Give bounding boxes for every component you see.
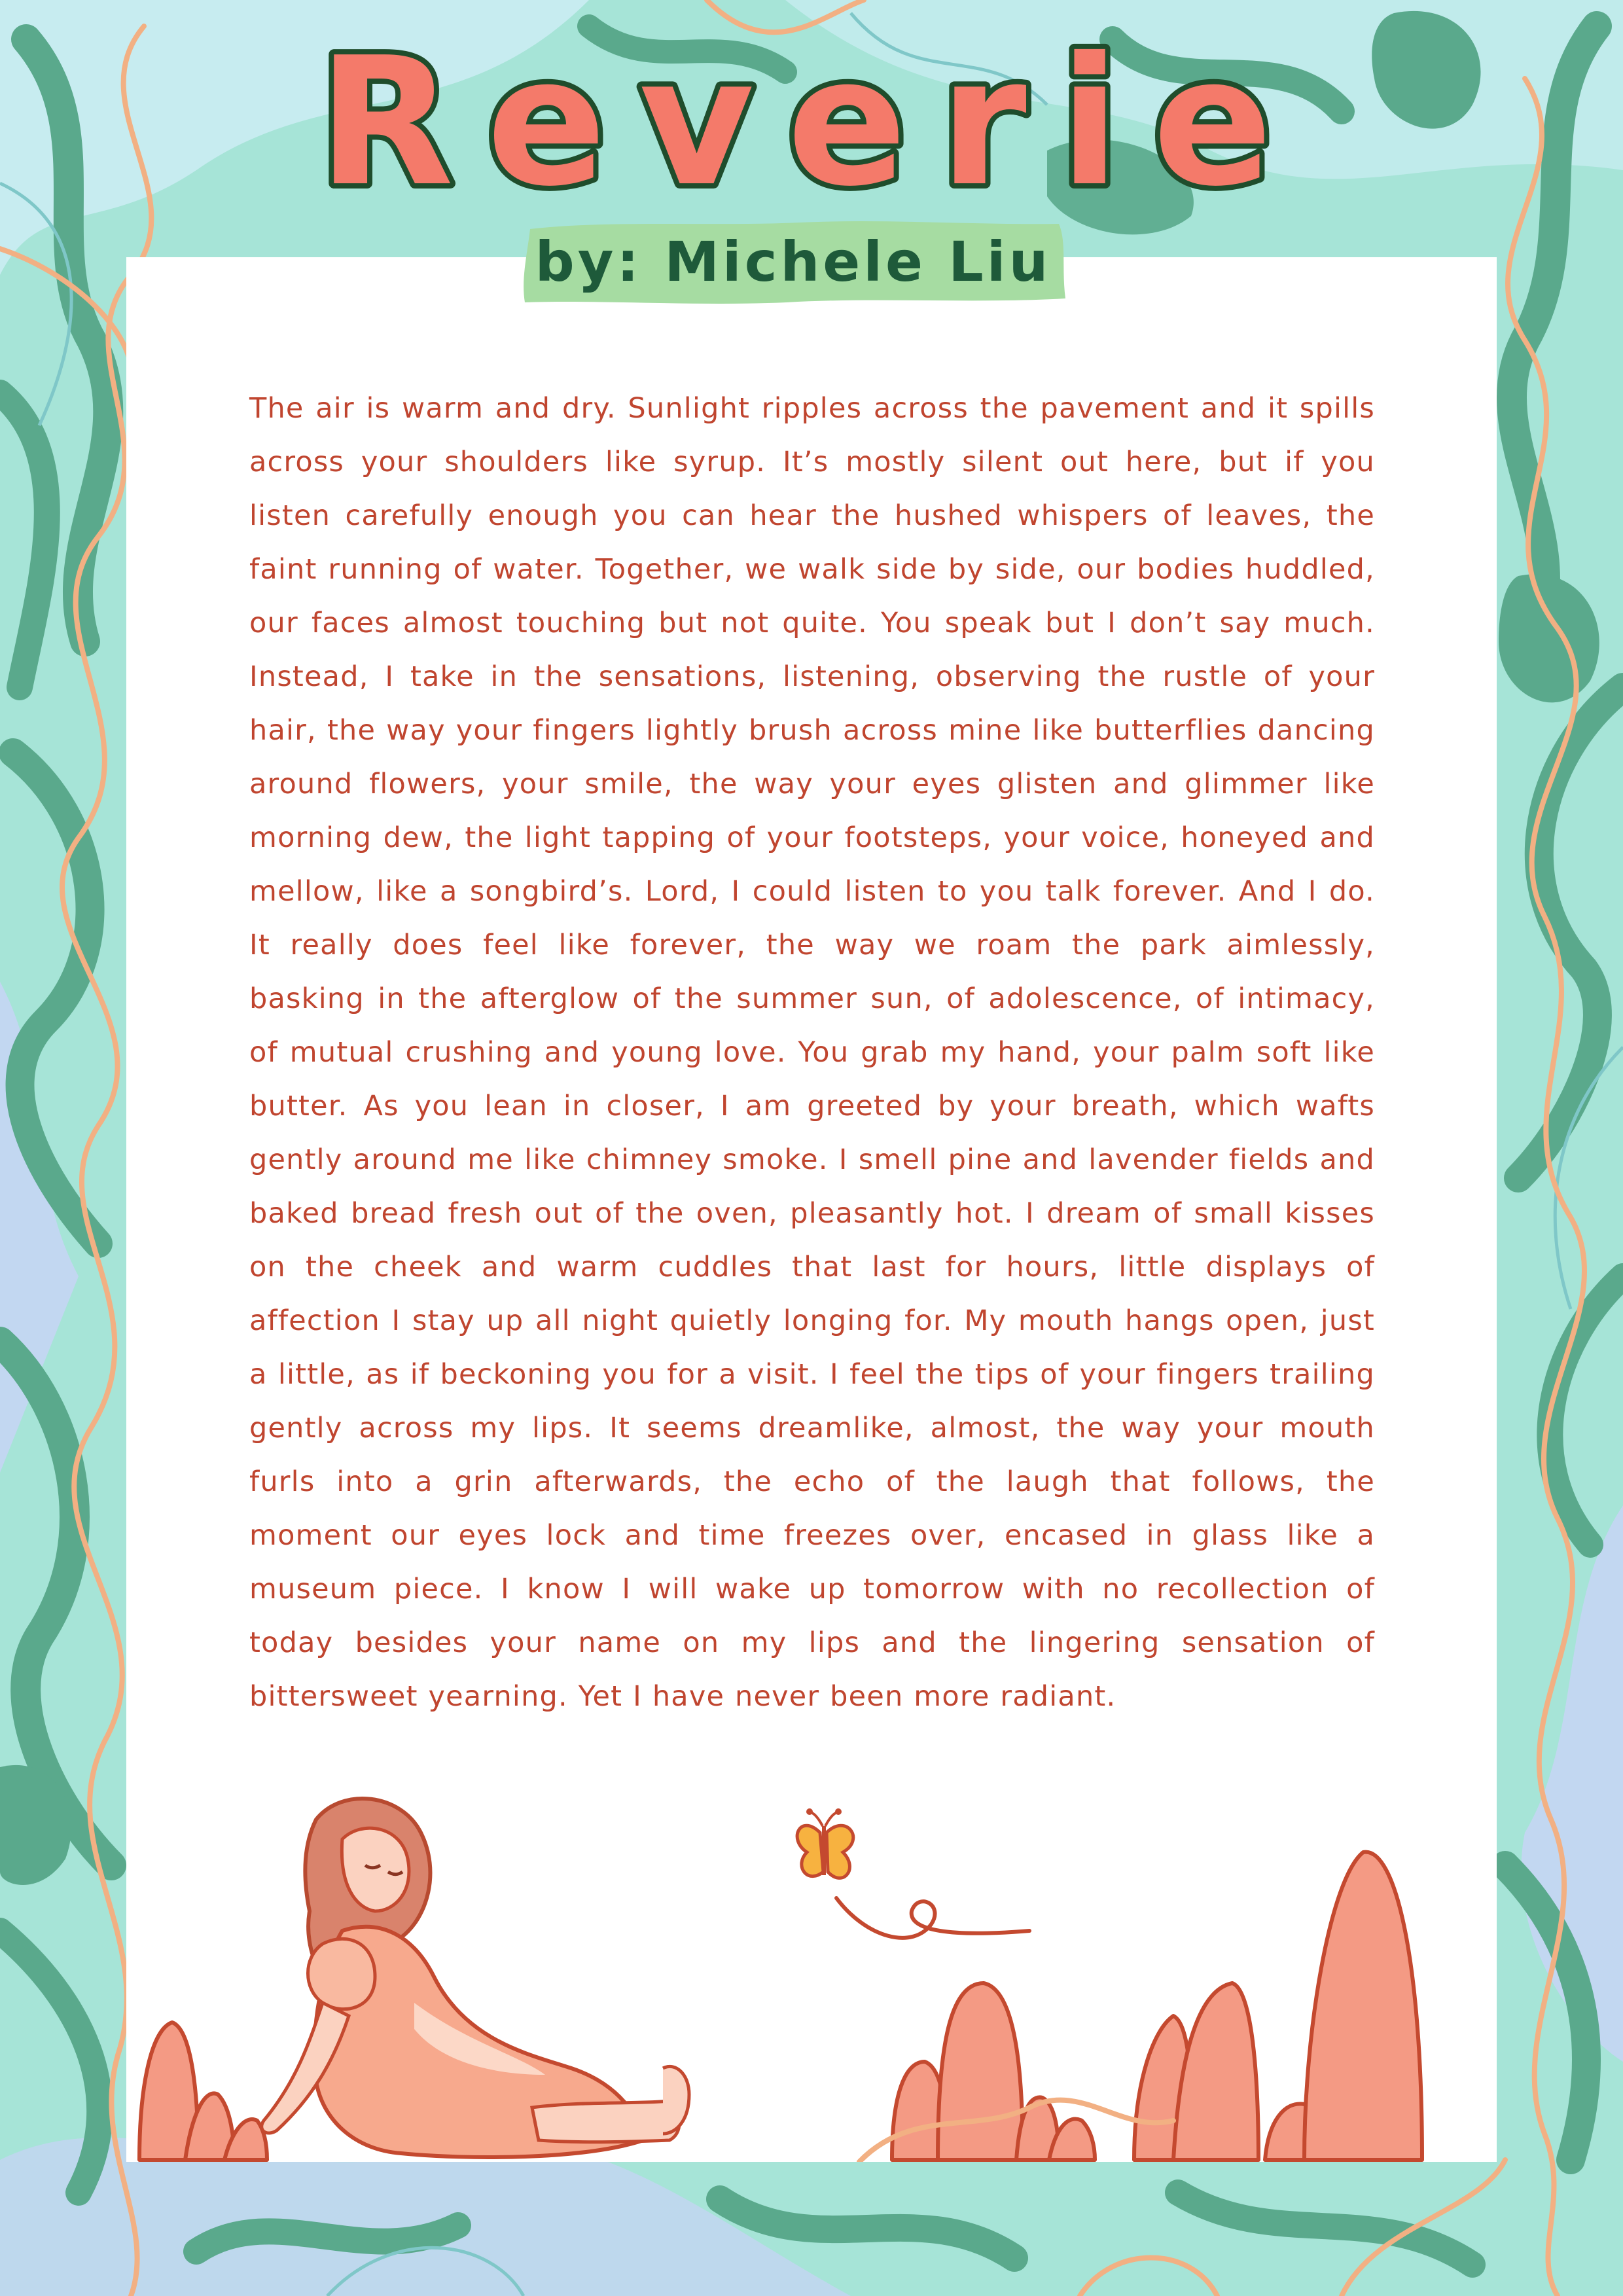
byline-text: by: Michele Liu bbox=[535, 230, 1052, 294]
butterfly-icon bbox=[797, 1808, 853, 1878]
byline-banner bbox=[518, 216, 1068, 308]
title-text: Reverie bbox=[317, 20, 1306, 209]
title-banner bbox=[0, 20, 1623, 209]
girl-figure bbox=[262, 1799, 689, 2157]
story-paragraph: The air is warm and dry. Sunlight ripples across the pavement and it spills across your shoulders like syrup. It’s mostly silent out here, but if you listen carefully enough you can hear the hushed whispers of leaves, the faint running of water. Together, we walk side by side, our bodies huddled, our faces almost touching but not quite. You speak but I don’t say much. Instead, I take in the sensations, listening, observing the rustle of your hair, the way your fingers lightly brush across mine like butterflies dancing around flowers, your smile, the way your eyes glisten and glimmer like morning dew, the light tapping of your footsteps, your voice, honeyed and mellow, like a songbird’s. Lord, I could listen to you talk forever. And I do. It really does feel like forever, the way we roam the park aimlessly, basking in the afterglow of the summer sun, of adolescence, of intimacy, of mutual crushing and young love. You grab my hand, your palm soft like butter. As you lean in closer, I am greeted by your breath, which wafts gently around me like chimney smoke. I smell pine and lavender fields and baked bread fresh out of the oven, pleasantly hot. I dream of small kisses on the cheek and warm cuddles that last for hours, little displays of affection I stay up all night quietly longing for. My mouth hangs open, just a little, as if beckoning you for a visit. I feel the tips of your fingers trailing gently across my lips. It seems dreamlike, almost, the way your mouth furls into a grin afterwards, the echo of the laugh that follows, the moment our eyes lock and time freezes over, encased in glass like a museum piece. I know I will wake up tomorrow with no recollection of today besides your name on my lips and the lingering sensation of bittersweet yearning. Yet I have never been more radiant. bbox=[249, 392, 1375, 1713]
girl-sitting-in-grass-illustration bbox=[126, 1767, 1497, 2162]
butterfly-trail bbox=[836, 1898, 1029, 1938]
grass-tufts-right bbox=[892, 1852, 1422, 2160]
grass-tuft-left bbox=[139, 2022, 267, 2160]
